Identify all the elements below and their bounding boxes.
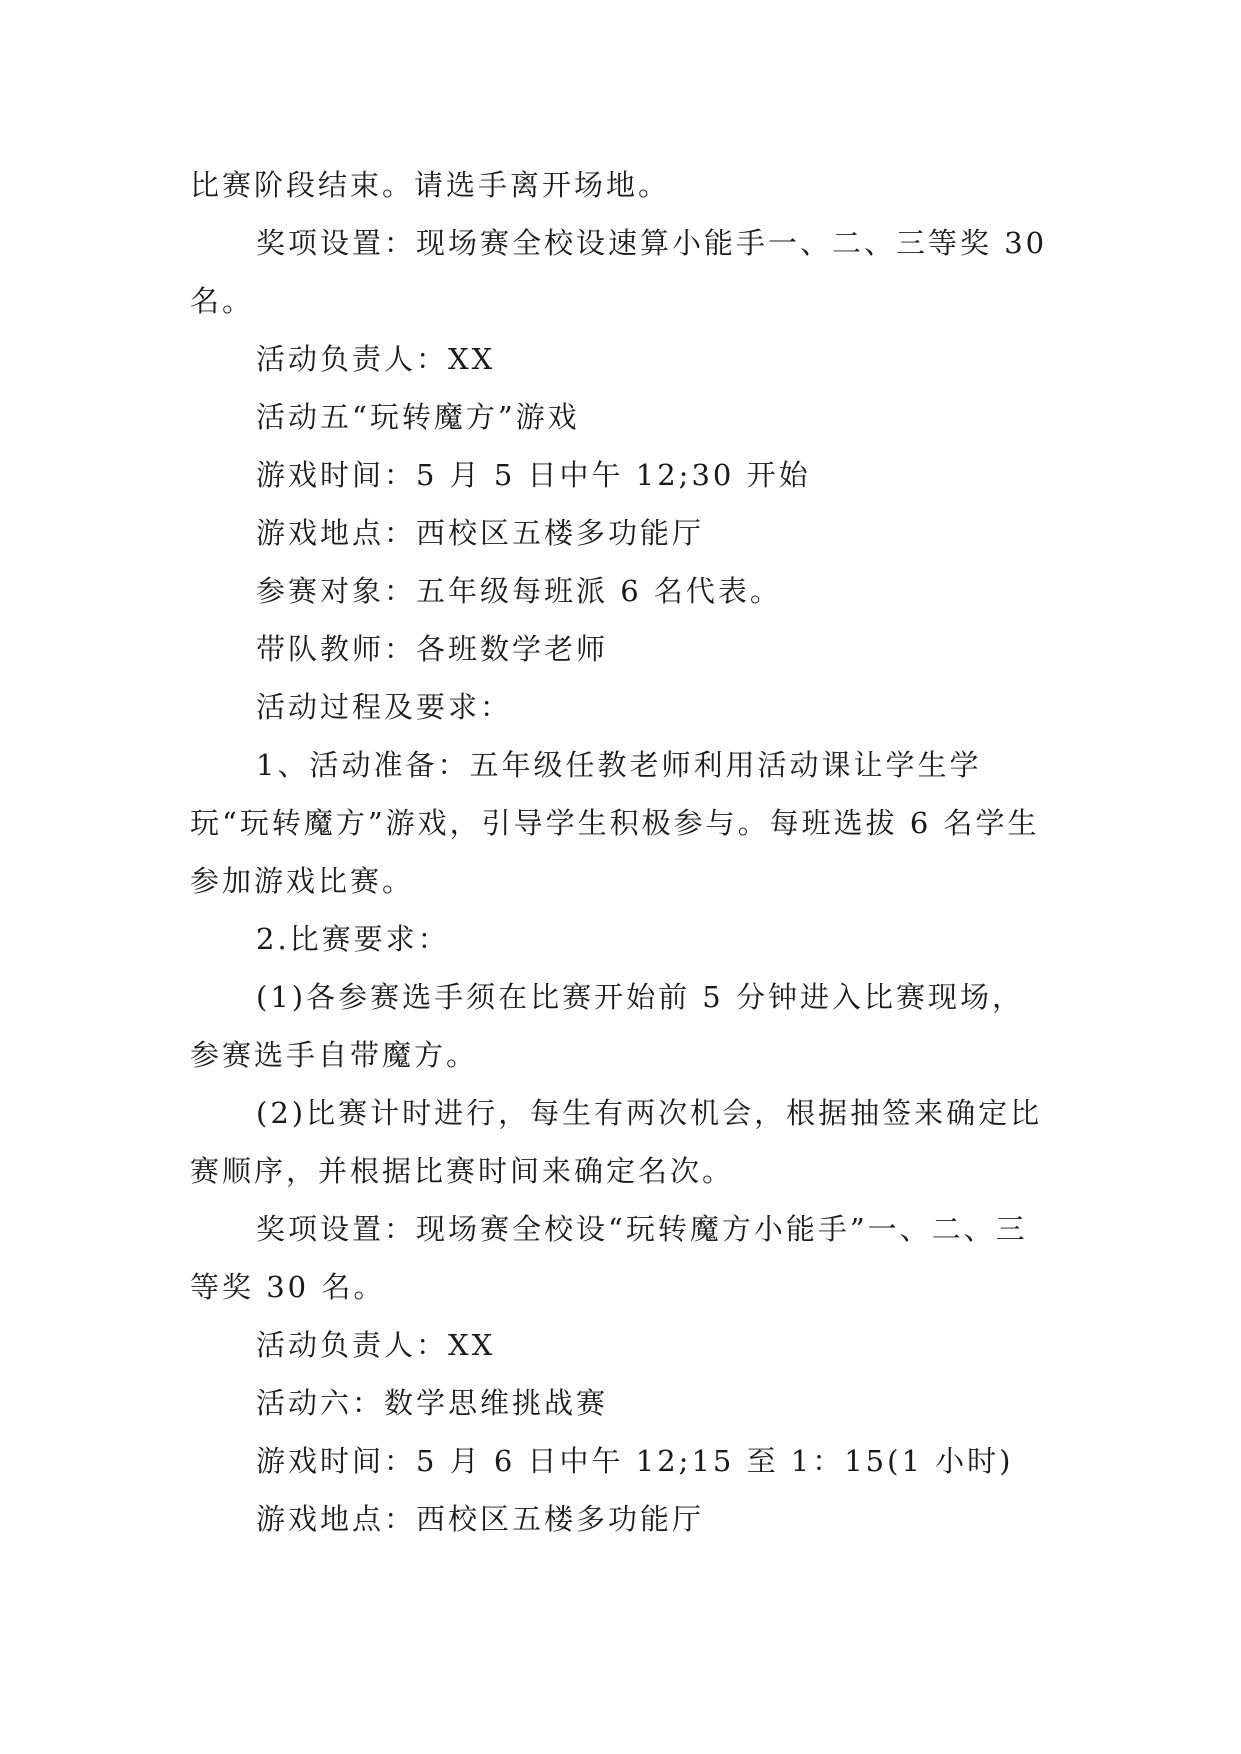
paragraph: 游戏时间：5 月 6 日中午 12;15 至 1：15(1 小时): [256, 1444, 1014, 1478]
paragraph: 比赛阶段结束。请选手离开场地。: [190, 168, 671, 202]
paragraph: 游戏时间：5 月 5 日中午 12;30 开始: [256, 458, 811, 492]
paragraph: 活动五“玩转魔方”游戏: [256, 400, 580, 434]
paragraph: 活动负责人：XX: [256, 342, 496, 376]
paragraph: 游戏地点：西校区五楼多功能厅: [256, 516, 705, 550]
paragraph: 奖项设置：现场赛全校设速算小能手一、二、三等奖 30 名。: [190, 226, 1060, 318]
paragraph: (1)各参赛选手须在比赛开始前 5 分钟进入比赛现场，参赛选手自带魔方。: [190, 980, 1024, 1072]
paragraph: 活动六：数学思维挑战赛: [256, 1386, 609, 1420]
paragraph: 带队教师：各班数学老师: [256, 632, 609, 666]
paragraph: 参赛对象：五年级每班派 6 名代表。: [256, 574, 782, 608]
paragraph: 活动负责人：XX: [256, 1328, 496, 1362]
paragraph: 奖项设置：现场赛全校设“玩转魔方小能手”一、二、三等奖 30 名。: [190, 1212, 1028, 1304]
document-body: [190, 156, 1060, 1548]
paragraph: 1、活动准备：五年级任教老师利用活动课让学生学玩“玩转魔方”游戏，引导学生积极参与。每班选拔 6 名学生参加游戏比赛。: [190, 748, 1040, 898]
paragraph: 2.比赛要求：: [256, 922, 450, 956]
paragraph: 游戏地点：西校区五楼多功能厅: [256, 1502, 705, 1536]
paragraph: 活动过程及要求：: [256, 690, 513, 724]
paragraph: (2)比赛计时进行，每生有两次机会，根据抽签来确定比赛顺序，并根据比赛时间来确定名次。: [190, 1096, 1043, 1188]
